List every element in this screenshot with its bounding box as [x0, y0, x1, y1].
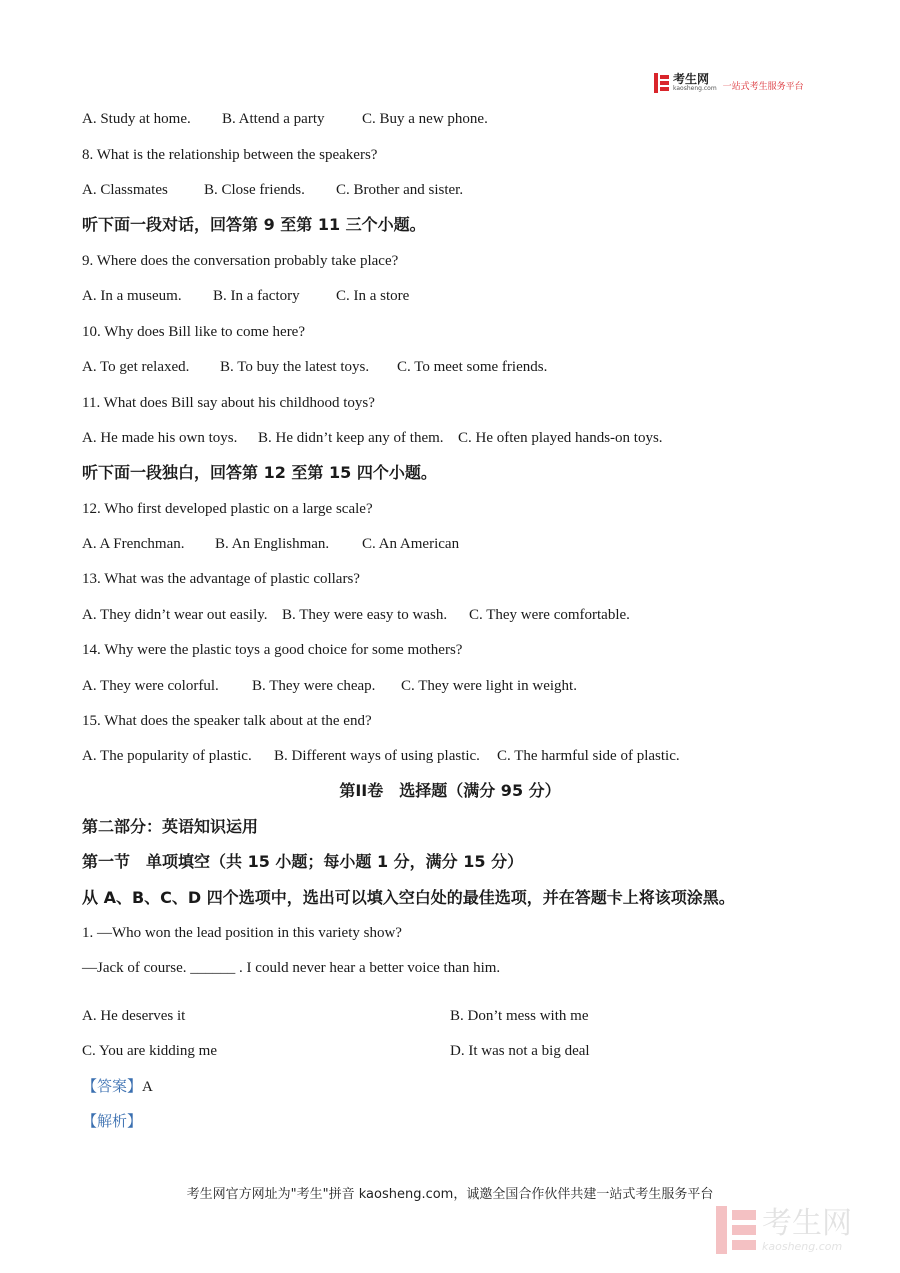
- section-instruction: 从 A、B、C、D 四个选项中，选出可以填入空白处的最佳选项，并在答题卡上将该项涂黑。: [82, 888, 735, 907]
- question-9: 9. Where does the conversation probably take place?: [82, 253, 399, 269]
- q8-options: [82, 181, 464, 199]
- volume-title: 第II卷 选择题（满分 95 分）: [339, 781, 561, 800]
- question-8: 8. What is the relationship between the speakers?: [82, 147, 378, 163]
- q7-option-c: C. Buy a new phone.: [362, 111, 488, 127]
- s1-option-c: C. You are kidding me: [82, 1043, 217, 1059]
- q11-option-b: B. He didn’t keep any of them.: [258, 430, 444, 446]
- logo-name: 考生网: [673, 72, 710, 86]
- q11-option-a: A. He made his own toys.: [82, 430, 238, 446]
- q8-option-b: B. Close friends.: [204, 182, 305, 198]
- q10-option-a: A. To get relaxed.: [82, 359, 190, 375]
- answer-line: [82, 1077, 153, 1096]
- question-12: 12. Who first developed plastic on a large scale?: [82, 501, 373, 517]
- q8-option-c: C. Brother and sister.: [336, 182, 464, 198]
- q11-options: [82, 429, 663, 447]
- q15-options: [82, 747, 680, 765]
- part-title: 第二部分：英语知识运用: [82, 817, 259, 836]
- question-14: 14. Why were the plastic toys a good choice for some mothers?: [82, 642, 463, 658]
- q14-options: [82, 677, 577, 695]
- question-15: 15. What does the speaker talk about at the end?: [82, 713, 372, 729]
- watermark: [716, 1205, 852, 1255]
- q12-option-a: A. A Frenchman.: [82, 536, 185, 552]
- q14-option-b: B. They were cheap.: [252, 678, 376, 694]
- question-10: 10. Why does Bill like to come here?: [82, 324, 306, 340]
- instruction-9-11: 听下面一段对话，回答第 9 至第 11 三个小题。: [82, 215, 426, 234]
- answer-label: 【答案】: [82, 1077, 143, 1095]
- q10-options: [82, 358, 548, 376]
- q13-option-b: B. They were easy to wash.: [282, 607, 448, 623]
- q9-options: [82, 287, 410, 305]
- q12-option-b: B. An Englishman.: [215, 536, 330, 552]
- q15-option-c: C. The harmful side of plastic.: [497, 748, 680, 764]
- header-logo: [654, 72, 804, 94]
- q9-option-c: C. In a store: [336, 288, 410, 304]
- s1-option-a: A. He deserves it: [82, 1008, 186, 1024]
- q9-option-a: A. In a museum.: [82, 288, 182, 304]
- q13-option-a: A. They didn’t wear out easily.: [82, 607, 268, 623]
- q14-option-a: A. They were colorful.: [82, 678, 219, 694]
- footer-text: 考生网官方网址为"考生"拼音 kaosheng.com，诚邀全国合作伙伴共建一站式考生服务平台: [186, 1187, 714, 1202]
- section-question-1: 1. —Who won the lead position in this variety show?: [82, 925, 402, 941]
- q8-option-a: A. Classmates: [82, 182, 168, 198]
- q10-option-c: C. To meet some friends.: [397, 359, 548, 375]
- q13-options: [82, 606, 630, 624]
- section-title: 第一节 单项填空（共 15 小题；每小题 1 分，满分 15 分）: [82, 852, 524, 871]
- answer-value: A: [142, 1079, 153, 1095]
- q7-option-b: B. Attend a party: [222, 111, 325, 127]
- logo-slogan: 一站式考生服务平台: [722, 81, 804, 92]
- analysis-line: [82, 1112, 142, 1131]
- logo-domain: kaosheng.com: [673, 85, 717, 92]
- q15-option-b: B. Different ways of using plastic.: [274, 748, 480, 764]
- q15-option-a: A. The popularity of plastic.: [82, 748, 252, 764]
- watermark-domain: kaosheng.com: [762, 1239, 843, 1253]
- q10-option-b: B. To buy the latest toys.: [220, 359, 370, 375]
- q9-option-b: B. In a factory: [213, 288, 300, 304]
- q12-options: [82, 535, 460, 553]
- question-11: 11. What does Bill say about his childhood toys?: [82, 395, 375, 411]
- s1-option-b: B. Don’t mess with me: [450, 1008, 589, 1024]
- s1-option-d: D. It was not a big deal: [450, 1043, 590, 1059]
- question-13: 13. What was the advantage of plastic collars?: [82, 571, 360, 587]
- q7-options: [82, 110, 488, 128]
- q12-option-c: C. An American: [362, 536, 460, 552]
- analysis-label: 【解析】: [82, 1112, 143, 1130]
- kaosheng-watermark-icon: [716, 1206, 756, 1254]
- instruction-12-15: 听下面一段独白，回答第 12 至第 15 四个小题。: [82, 463, 437, 482]
- q14-option-c: C. They were light in weight.: [401, 678, 577, 694]
- q13-option-c: C. They were comfortable.: [469, 607, 630, 623]
- section-answer-line-1: —Jack of course. ______ . I could never hear a better voice than him.: [82, 960, 501, 976]
- q11-option-c: C. He often played hands-on toys.: [458, 430, 663, 446]
- q7-option-a: A. Study at home.: [82, 111, 191, 127]
- watermark-name: 考生网: [762, 1205, 852, 1241]
- kaosheng-logo-icon: [654, 73, 669, 93]
